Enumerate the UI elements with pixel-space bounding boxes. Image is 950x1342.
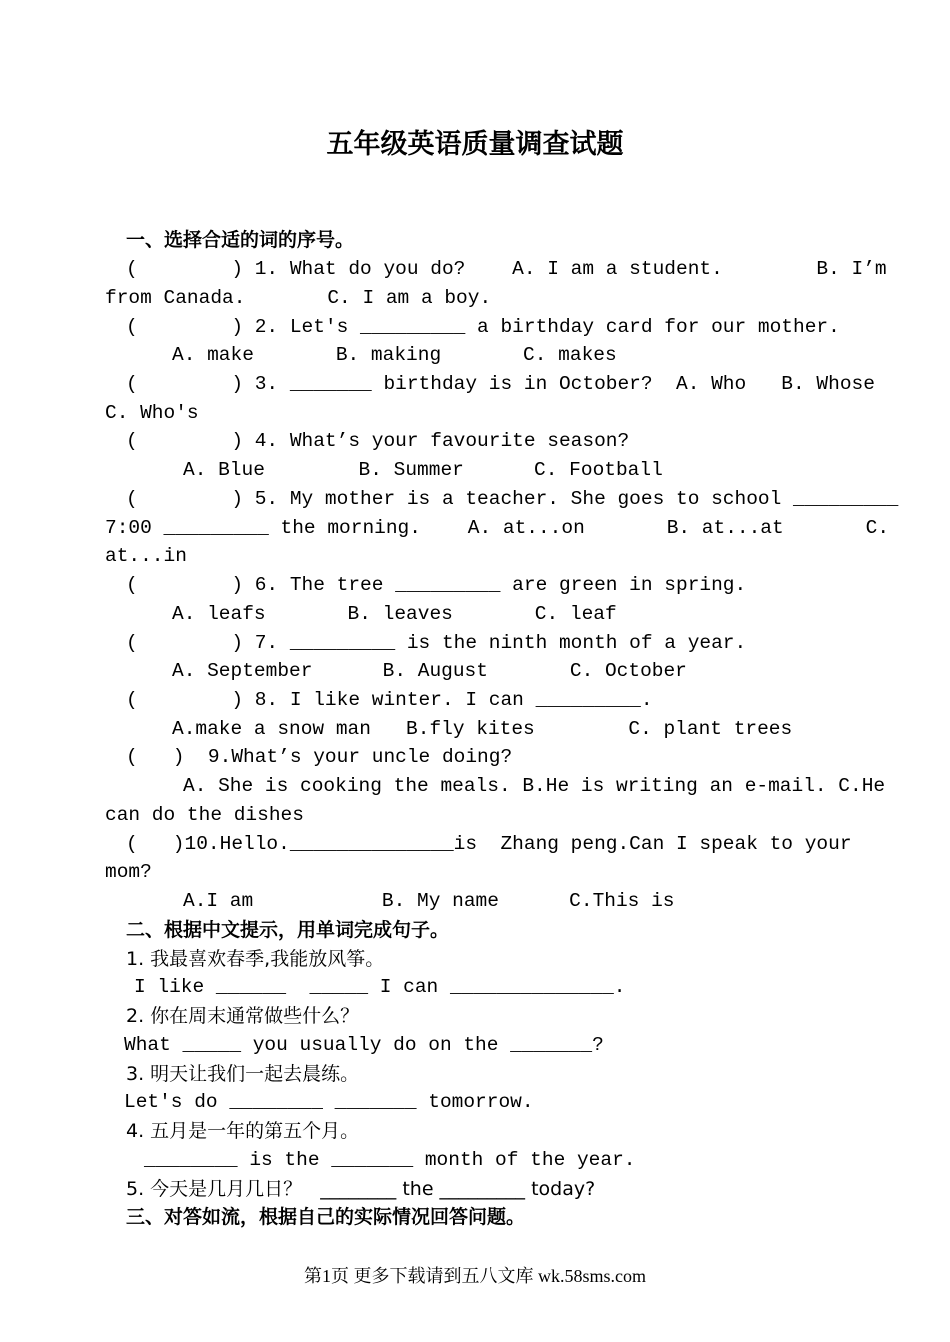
- sentence-4-english: ________ is the _______ month of the year.: [144, 1149, 636, 1171]
- sentence-2-english: What _____ you usually do on the _______?: [124, 1034, 604, 1056]
- sentence-3-chinese: 3. 明天让我们一起去晨练。: [126, 1063, 360, 1085]
- sentence-1-english: I like ______ _____ I can ______________.: [134, 976, 626, 998]
- sentence-5: 5. 今天是几月几日？ ________ the _________ today?: [126, 1178, 596, 1200]
- question-8-options: A.make a snow man B.fly kites C. plant trees: [172, 718, 793, 740]
- question-5-line-1: ( ) 5. My mother is a teacher. She goes to school _________: [126, 488, 899, 510]
- sentence-4-chinese: 4. 五月是一年的第五个月。: [126, 1120, 360, 1142]
- question-3-line-1: ( ) 3. _______ birthday is in October? A. Who B. Whose: [126, 373, 875, 395]
- page-title: 五年级英语质量调查试题: [326, 129, 624, 160]
- sentence-1-chinese: 1. 我最喜欢春季,我能放风筝。: [126, 948, 385, 970]
- question-10-options: A.I am B. My name C.This is: [183, 890, 675, 912]
- section-2-heading: 二、根据中文提示，用单词完成句子。: [126, 919, 450, 941]
- question-10-line-1: ( )10.Hello.______________is Zhang peng.Can I speak to your: [126, 833, 852, 855]
- question-7-options: A. September B. August C. October: [172, 660, 687, 682]
- sentence-2-chinese: 2. 你在周末通常做些什么？: [126, 1005, 360, 1027]
- page-footer: 第1页 更多下载请到五八文库 wk.58sms.com: [304, 1266, 646, 1286]
- question-9-line-1: ( ) 9.What’s your uncle doing?: [126, 746, 513, 768]
- question-5-line-3: at...in: [105, 545, 187, 567]
- question-8-line-1: ( ) 8. I like winter. I can _________.: [126, 689, 653, 711]
- question-1-line-1: ( ) 1. What do you do? A. I am a student. B. I’m: [126, 258, 887, 280]
- question-5-line-2: 7:00 _________ the morning. A. at...on B. at...at C.: [105, 517, 890, 539]
- sentence-3-english: Let's do ________ _______ tomorrow.: [124, 1091, 534, 1113]
- question-2-line-1: ( ) 2. Let's _________ a birthday card for our mother.: [126, 316, 840, 338]
- question-2-options: A. make B. making C. makes: [172, 344, 617, 366]
- question-3-line-2: C. Who's: [105, 402, 199, 424]
- question-6-line-1: ( ) 6. The tree _________ are green in spring.: [126, 574, 747, 596]
- question-1-line-2: from Canada. C. I am a boy.: [105, 287, 492, 309]
- question-10-line-2: mom?: [105, 861, 152, 883]
- question-9-options-cont: can do the dishes: [105, 804, 304, 826]
- question-7-line-1: ( ) 7. _________ is the ninth month of a year.: [126, 632, 747, 654]
- question-4-line-1: ( ) 4. What’s your favourite season?: [126, 430, 630, 452]
- question-4-options: A. Blue B. Summer C. Football: [183, 459, 663, 481]
- question-6-options: A. leafs B. leaves C. leaf: [172, 603, 617, 625]
- question-9-options: A. She is cooking the meals. B.He is writing an e-mail. C.He: [183, 775, 886, 797]
- section-3-heading: 三、对答如流，根据自己的实际情况回答问题。: [126, 1206, 526, 1228]
- section-1-heading: 一、选择合适的词的序号。: [126, 229, 355, 251]
